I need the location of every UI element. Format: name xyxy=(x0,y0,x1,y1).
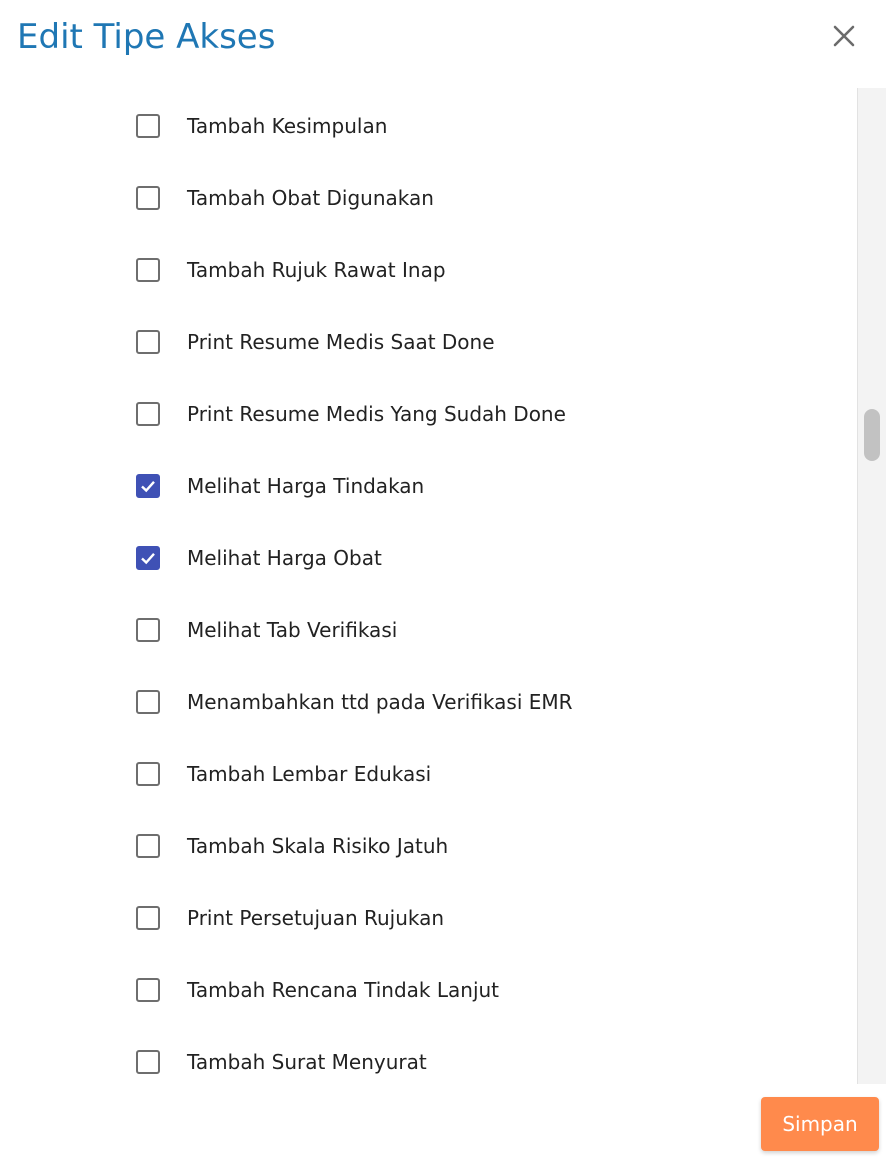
close-button[interactable] xyxy=(826,18,862,54)
save-button[interactable]: Simpan xyxy=(761,1097,879,1151)
permission-label: Tambah Kesimpulan xyxy=(187,114,388,138)
checkbox[interactable] xyxy=(136,474,160,498)
permission-item[interactable] xyxy=(136,831,448,861)
permission-label: Melihat Harga Obat xyxy=(187,546,382,570)
permission-label: Tambah Lembar Edukasi xyxy=(187,762,432,786)
permission-label: Print Persetujuan Rujukan xyxy=(187,906,445,930)
permission-label: Menambahkan ttd pada Verifikasi EMR xyxy=(187,690,573,714)
checkbox[interactable] xyxy=(136,834,160,858)
checkbox[interactable] xyxy=(136,330,160,354)
close-icon xyxy=(832,24,856,48)
checkbox[interactable] xyxy=(136,618,160,642)
checkbox[interactable] xyxy=(136,186,160,210)
permission-item[interactable] xyxy=(136,111,387,141)
checkbox[interactable] xyxy=(136,546,160,570)
check-icon xyxy=(139,549,157,567)
permission-item[interactable] xyxy=(136,255,446,285)
scrollbar-track[interactable] xyxy=(857,88,886,1084)
checkbox[interactable] xyxy=(136,258,160,282)
permission-label: Tambah Rencana Tindak Lanjut xyxy=(187,978,500,1002)
permission-label: Tambah Obat Digunakan xyxy=(187,186,434,210)
permission-label: Melihat Tab Verifikasi xyxy=(187,618,398,642)
check-icon xyxy=(139,477,157,495)
permission-item[interactable] xyxy=(136,1047,427,1077)
permission-item[interactable] xyxy=(136,903,444,933)
scrollbar-thumb[interactable] xyxy=(864,409,880,461)
permission-item[interactable] xyxy=(136,183,434,213)
permission-item[interactable] xyxy=(136,327,495,357)
checkbox[interactable] xyxy=(136,690,160,714)
checkbox[interactable] xyxy=(136,114,160,138)
permission-item[interactable] xyxy=(136,687,573,717)
permission-label: Tambah Surat Menyurat xyxy=(187,1050,427,1074)
permission-item[interactable] xyxy=(136,399,566,429)
permission-label: Tambah Skala Risiko Jatuh xyxy=(187,834,449,858)
permission-list xyxy=(0,88,856,1084)
permission-item[interactable] xyxy=(136,759,431,789)
permission-item[interactable] xyxy=(136,615,397,645)
checkbox[interactable] xyxy=(136,762,160,786)
permission-label: Tambah Rujuk Rawat Inap xyxy=(187,258,446,282)
permission-item[interactable] xyxy=(136,471,424,501)
permission-item[interactable] xyxy=(136,543,382,573)
checkbox[interactable] xyxy=(136,1050,160,1074)
dialog-title: Edit Tipe Akses xyxy=(17,17,276,57)
checkbox[interactable] xyxy=(136,906,160,930)
checkbox[interactable] xyxy=(136,402,160,426)
checkbox[interactable] xyxy=(136,978,160,1002)
permission-label: Melihat Harga Tindakan xyxy=(187,474,425,498)
permission-label: Print Resume Medis Saat Done xyxy=(187,330,495,354)
permission-item[interactable] xyxy=(136,975,499,1005)
permission-label: Print Resume Medis Yang Sudah Done xyxy=(187,402,566,426)
